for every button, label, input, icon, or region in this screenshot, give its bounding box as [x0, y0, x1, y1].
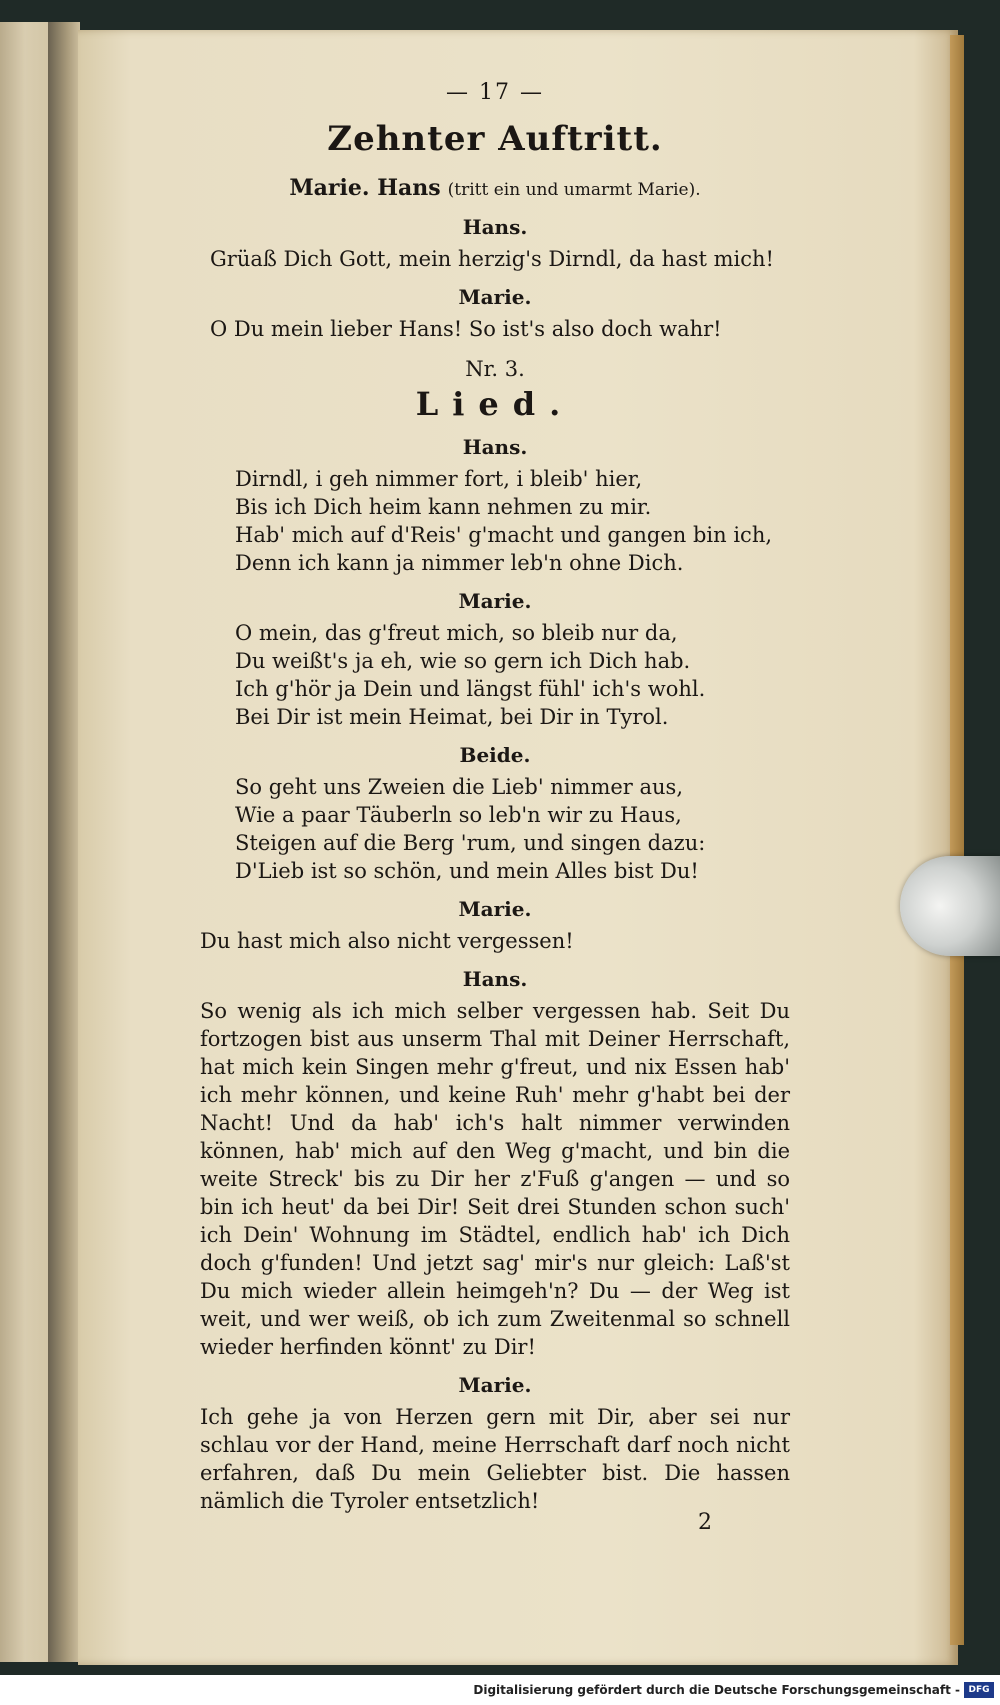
book-gutter — [48, 22, 80, 1662]
verse-line: Steigen auf die Berg 'rum, und singen dazu: — [235, 831, 706, 855]
song-stanza — [200, 435, 790, 577]
speaker-name: Marie. — [458, 1373, 532, 1397]
speaker-name: Hans. — [462, 215, 528, 239]
cast-line — [200, 175, 790, 201]
verse-line: Dirndl, i geh nimmer fort, i bleib' hier, — [235, 467, 643, 491]
dialogue-block — [200, 1373, 790, 1515]
verse-line: Ich g'hör ja Dein und längst fühl' ich's wohl. — [235, 677, 706, 701]
page-clip — [900, 856, 1000, 956]
page-edge — [950, 35, 964, 1645]
verse-line: Denn ich kann ja nimmer leb'n ohne Dich. — [235, 551, 684, 575]
dialogue-block — [200, 215, 790, 273]
speaker-name: Marie. — [458, 897, 532, 921]
verse-line: So geht uns Zweien die Lieb' nimmer aus, — [235, 775, 684, 799]
verse-line: Hab' mich auf d'Reis' g'macht und gangen bin ich, — [235, 523, 773, 547]
verse-line: D'Lieb ist so schön, und mein Alles bist Du! — [235, 859, 699, 883]
dialogue-text: So wenig als ich mich selber vergessen hab. Seit Du fortzogen bist aus unserm Thal mit Deiner Herrschaft, hat mich kein Singen mehr g'freut, und nix Essen hab' ich mehr können, und keine Ruh' mehr g'habt bei der Nacht! Und da hab' ich's halt nimmer verwinden können, hab' mich auf den Weg g'macht, und bin die weite Streck' bis zu Dir her z'Fuß g'angen — und so bin ich heut' da bei Dir! Seit drei Stunden schon such' ich Dein' Wohnung im Städtel, endlich hab' ich Dich doch g'funden! Und jetzt sag' mir's nur gleich: Laß'st Du mich wieder allein heimgeh'n? Du — der Weg ist weit, und wer weiß, ob ich zum Zweitenmal so schnell wieder herfinden könnt' zu Dir! — [200, 999, 790, 1359]
speaker-name: Marie. — [458, 285, 532, 309]
dialogue-text: Du hast mich also nicht vergessen! — [200, 929, 574, 953]
dialogue-block — [200, 897, 790, 955]
signature-mark: 2 — [698, 1510, 712, 1535]
verse-line: Wie a paar Täuberln so leb'n wir zu Haus, — [235, 803, 682, 827]
dfg-logo: DFG — [964, 1682, 994, 1698]
song-title: Lied. — [415, 385, 575, 423]
speaker-name: Beide. — [459, 743, 531, 767]
page-number: — 17 — — [446, 80, 544, 105]
digitization-credit: Digitalisierung gefördert durch die Deutsche Forschungsgemeinschaft - — [473, 1683, 960, 1697]
verse-line: Du weißt's ja eh, wie so gern ich Dich hab. — [235, 649, 691, 673]
dialogue-block — [200, 967, 790, 1361]
dialogue-block — [200, 285, 790, 343]
verse-line: O mein, das g'freut mich, so bleib nur da, — [235, 621, 678, 645]
page-text — [200, 80, 790, 1515]
speaker-name: Hans. — [462, 967, 528, 991]
dialogue-text: Ich gehe ja von Herzen gern mit Dir, aber sei nur schlau vor der Hand, meine Herrschaft darf noch nicht erfahren, daß Du mein Geliebter bist. Die hassen nämlich die Tyroler entsetzlich! — [200, 1405, 790, 1513]
song-number: Nr. 3. — [465, 357, 525, 381]
cast-names: Marie. Hans — [289, 175, 441, 201]
verse-line: Bei Dir ist mein Heimat, bei Dir in Tyrol. — [235, 705, 669, 729]
verse-line: Bis ich Dich heim kann nehmen zu mir. — [235, 495, 652, 519]
song-stanza — [200, 589, 790, 731]
song-stanza — [200, 743, 790, 885]
scene-title: Zehnter Auftritt. — [327, 119, 663, 159]
stage-direction: (tritt ein und umarmt Marie). — [447, 180, 701, 200]
speaker-name: Marie. — [458, 589, 532, 613]
speaker-name: Hans. — [462, 435, 528, 459]
dialogue-line: O Du mein lieber Hans! So ist's also doch wahr! — [210, 317, 722, 341]
dialogue-line: Grüaß Dich Gott, mein herzig's Dirndl, da hast mich! — [210, 247, 774, 271]
